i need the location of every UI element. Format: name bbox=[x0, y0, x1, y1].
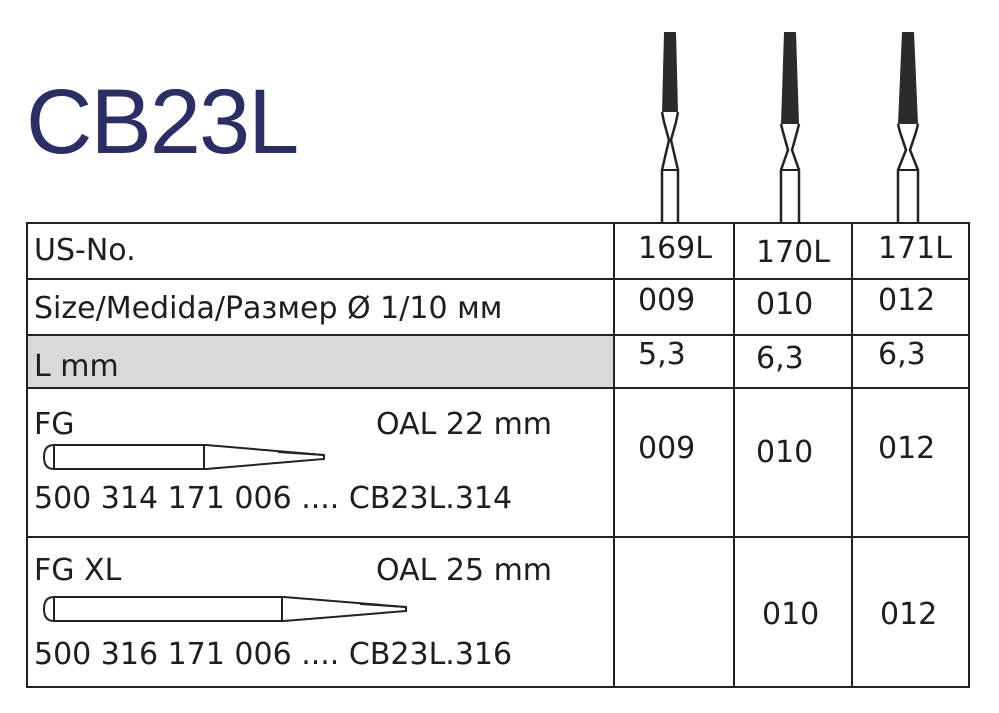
fgxl-value-171L: 012 bbox=[880, 597, 938, 632]
size-value-170L: 010 bbox=[756, 287, 814, 322]
length-value-170L: 6,3 bbox=[756, 341, 804, 376]
length-label: L mm bbox=[34, 349, 119, 384]
column-header-170L: 170L bbox=[756, 235, 830, 270]
us-no-label: US-No. bbox=[34, 233, 136, 268]
bur-illustrations bbox=[0, 0, 999, 230]
length-value-171L: 6,3 bbox=[878, 337, 926, 372]
fg-oal-label: OAL 22 mm bbox=[376, 407, 553, 442]
fg-shank-icon bbox=[38, 442, 328, 472]
column-header-169L: 169L bbox=[638, 231, 712, 266]
fgxl-code: 500 316 171 006 .... CB23L.316 bbox=[34, 637, 513, 672]
product-table bbox=[26, 222, 970, 688]
size-value-171L: 012 bbox=[878, 283, 936, 318]
fg-value-170L: 010 bbox=[756, 435, 814, 470]
fg-type-label: FG bbox=[34, 407, 75, 442]
fgxl-type-label: FG XL bbox=[34, 553, 122, 588]
fgxl-value-170L: 010 bbox=[762, 597, 820, 632]
size-label: Size/Medida/Размер Ø 1/10 мм bbox=[34, 291, 503, 326]
bur-171L-icon bbox=[898, 32, 918, 222]
bur-169L-icon bbox=[662, 32, 678, 222]
fgxl-shank-icon bbox=[38, 594, 410, 624]
fg-code: 500 314 171 006 .... CB23L.314 bbox=[34, 481, 513, 516]
size-value-169L: 009 bbox=[638, 283, 696, 318]
column-header-171L: 171L bbox=[878, 231, 952, 266]
fg-value-169L: 009 bbox=[638, 431, 696, 466]
length-value-169L: 5,3 bbox=[638, 337, 686, 372]
fg-value-171L: 012 bbox=[878, 431, 936, 466]
bur-170L-icon bbox=[781, 32, 799, 222]
product-title: CB23L bbox=[26, 71, 298, 173]
fgxl-oal-label: OAL 25 mm bbox=[376, 553, 553, 588]
